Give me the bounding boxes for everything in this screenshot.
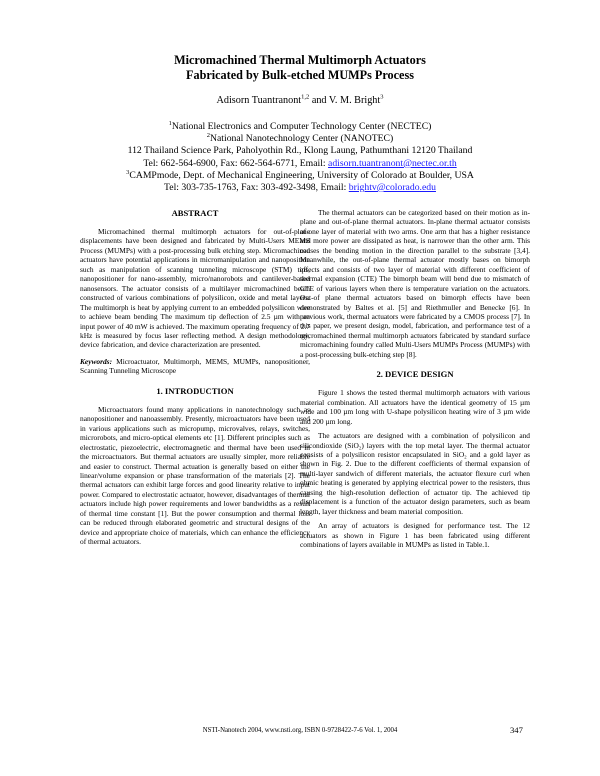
affiliation-sup: 3 <box>126 168 130 176</box>
body-paragraph: The actuators are designed with a combination of polysilicon and silicondioxide (SiO₂) layers with the top metal layer. The thermal actuator consists of a polysilicon resistor encapsulated in SiO₂ and a gold layer as shown in Fig. 2. Due to the different coefficients of thermal expansion of multi-layer sandwich of different materials, the actuator flexure curl when ohmic heating is generated by applying electrical power to the resisters, thus causing the high-resolution deflection of actuator tip. The achieved tip displacement is a function of the actuator design parameters, such as beam length, layer thickness and beam material composition. <box>300 431 530 516</box>
affiliations <box>40 121 560 194</box>
affiliation-line <box>40 133 560 145</box>
contact-text: Tel: 303-735-1763, Fax: 303-492-3498, Email: <box>164 182 349 194</box>
author-superscript: 1,2 <box>301 93 310 101</box>
introduction-text: Microactuators found many applications in nanotechnology such as nanopositioner and nanoassembly. Presently, microactuators have been used in various applications such as micropump, microvalves, relays, switches, microrobots, and micro-optical elements etc [1]. Different principles such as electrostatic, piezoelectric, electromagnetic and thermal have been used in the microactuators. But thermal actuators are usually simpler, more reliable and easier to construct. Thermal actuation is generally based on either the linear/volume expansion or phase transformation of the materials [2]. The thermal actuators can exhibit large forces and good linearity relative to input power. Compared to electrostatic actuator, however, disadvantages of thermal actuators include high power requirements and lower bandwidths as a result of thermal time constant [1]. But the power consumption and thermal loss can be reduced through elaborated geometric and structural designs of the device and appropriate choice of materials, which can enhance the efficiency of thermal actuators. <box>80 404 310 547</box>
title-line-1: Micromachined Thermal Multimorph Actuators <box>174 53 426 67</box>
affiliation-line <box>40 121 560 133</box>
affiliation-text: National Nanotechnology Center (NANOTEC) <box>210 133 394 145</box>
contact-line <box>40 182 560 194</box>
body-paragraph: The thermal actuators can be categorized based on their motion as in-plane and out-of-plane thermal actuators. In-plane thermal actuator consists of one layer of material with two arms. One arm that has a higher resistance and more power are dissipated as heat, is narrower than the other arm. This causes the bending motion in the direction parallel to the substrate [3,4]. Meanwhile, the out-of-plane thermal actuator mostly bases on bimorph effects and consists of two layer of material with different coefficient of thermal expansion (CTE) The bimorph beam will bend due to mismatch of CTE of various layers when there is temperature variation on the actuators. Out-of plane thermal actuators based on bimorph effects have been demonstrated by Baltes et al. [5] and Riethmuller and Benecke [6]. In previous work, thermal actuators were fabricated by a CMOS process [7]. In this paper, we present design, model, fabrication, and performance test of a micromachined thermal multimorph actuators fabricated by standard surface micromachining foundry called Multi-Users MUMPs Process (MUMPs) with a post-processing bulk-etching step [8]. <box>300 208 530 359</box>
affiliation-text: National Electronics and Computer Technology Center (NECTEC) <box>171 121 432 132</box>
email-link[interactable]: adisorn.tuantranont@nectec.or.th <box>328 157 457 169</box>
author-name: Adisorn Tuantranont <box>216 95 302 106</box>
keywords-text: Microactuator, Multimorph, MEMS, MUMPs, nanopositioner, Scanning Tunneling Microscope <box>80 356 310 376</box>
title-line-2: Fabricated by Bulk-etched MUMPs Process <box>186 68 414 82</box>
affiliation-line <box>40 170 560 182</box>
author-line <box>60 94 540 107</box>
device-design-heading: 2. DEVICE DESIGN <box>376 369 454 380</box>
affiliation-sup: 1 <box>168 119 172 127</box>
affiliation-text: 112 Thailand Science Park, Paholyothin Rd., Klong Laung, Pathumthani 12120 Thailand <box>127 145 473 157</box>
introduction-heading: 1. INTRODUCTION <box>156 385 234 396</box>
page-footer: NSTI-Nanotech 2004, www.nsti.org, ISBN 0-9728422-7-6 Vol. 1, 2004 <box>202 727 398 734</box>
author-superscript-2: 3 <box>380 93 384 101</box>
email-link[interactable]: brightv@colorado.edu <box>348 182 436 194</box>
affiliation-text: CAMPmode, Dept. of Mechanical Engineering, University of Colorado at Boulder, USA <box>129 169 474 181</box>
left-column <box>80 208 310 547</box>
affiliation-line <box>40 145 560 157</box>
affiliation-sup: 2 <box>206 131 211 139</box>
body-paragraph: Figure 1 shows the tested thermal multimorph actuators with various material combination. All actuators have the identical geometry of 15 µm wide and 100 µm long with U-shape polysilicon heating wire of 3 µm wide and 200 µm long. <box>300 388 530 426</box>
abstract-text: Micromachined thermal multimorph actuators for out-of-plane displacements have been designed and fabricated by Multi-Users MEMS Process (MUMPs) with a post-processing bulk etching step. Micromachined actuators have potential applications in micromanipulation and nanoposition such as manipulation of scanning tunneling microscope (STM) tips, nanopositioner for nano-assembly, micro/nanorobots and cantilever-based nanosensors. The actuator consists of a multilayer micromachined beam constructed of various combinations of polysilicon, oxide and metal layers. The multimorph is heat by applying current to an embedded polysilicon wire to achieve beam bending The maximum tip deflection of 2.5 µm with an input power of 40 mW is achieved. The maximum operating frequency of 2.7 kHz is measured by focus laser reflecting method. A design methodology, device fabrication, and device characterization are presented. <box>80 227 310 350</box>
page-number: 347 <box>510 725 523 735</box>
abstract-heading: ABSTRACT <box>171 208 219 218</box>
right-column <box>300 208 530 550</box>
keywords <box>80 357 310 376</box>
paper-title <box>60 53 540 83</box>
body-paragraph: An array of actuators is designed for performance test. The 12 actuators as shown in Figure 1 has been fabricated using different combinations of layers available in MUMPs as listed in Table.1. <box>300 521 530 550</box>
author-name-2: and V. M. Bright <box>309 95 381 106</box>
contact-line <box>40 158 560 170</box>
contact-text: Tel: 662-564-6900, Fax: 662-564-6771, Email: <box>143 157 329 169</box>
keywords-label: Keywords: <box>80 356 113 366</box>
